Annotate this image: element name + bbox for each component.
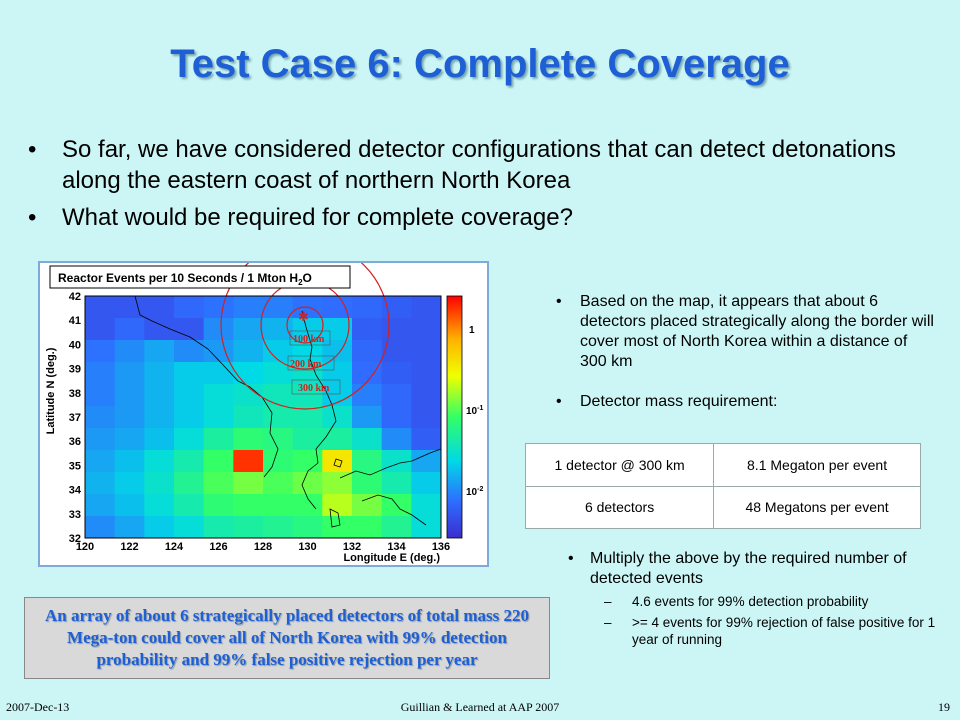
heatmap-cell	[115, 494, 145, 517]
heatmap-cell	[293, 428, 323, 451]
heatmap-cell	[233, 494, 263, 517]
ring-label-200: 200 km	[290, 359, 322, 370]
heatmap-cell	[204, 494, 234, 517]
table-cell: 48 Megatons per event	[714, 486, 921, 529]
heatmap-cell	[352, 494, 382, 517]
heatmap-cell	[411, 450, 441, 473]
heatmap-cell	[174, 516, 204, 539]
heatmap-cell	[411, 362, 441, 385]
heatmap-cell	[115, 472, 145, 495]
heatmap-cell	[204, 472, 234, 495]
heatmap-cell	[85, 384, 115, 407]
heatmap-cell	[144, 472, 174, 495]
heatmap-cell	[352, 516, 382, 539]
main-bullet-list	[24, 134, 904, 239]
heatmap-cell	[352, 450, 382, 473]
heatmap-cell	[85, 340, 115, 363]
heatmap-cell	[263, 450, 293, 473]
slide-title: Test Case 6: Complete Coverage	[170, 42, 790, 86]
sub-bullet-item: – 4.6 events for 99% detection probability	[590, 593, 938, 610]
color-scale-tick: 1	[469, 325, 475, 336]
heatmap-cells	[85, 296, 442, 539]
table-row	[526, 444, 921, 487]
heatmap-cell	[263, 494, 293, 517]
reactor-events-map	[38, 261, 489, 567]
heatmap-cell	[233, 340, 263, 363]
heatmap-cell	[263, 516, 293, 539]
heatmap-cell	[263, 296, 293, 319]
heatmap-cell	[263, 428, 293, 451]
heatmap-cell	[411, 516, 441, 539]
heatmap-cell	[144, 516, 174, 539]
heatmap-cell	[174, 472, 204, 495]
heatmap-cell	[144, 362, 174, 385]
heatmap-cell	[144, 296, 174, 319]
heatmap-cell	[322, 362, 352, 385]
event-count-bullets	[568, 549, 938, 652]
heatmap-cell	[352, 428, 382, 451]
heatmap-cell	[174, 494, 204, 517]
heatmap-cell	[293, 450, 323, 473]
heatmap-cell	[233, 516, 263, 539]
color-scale-bar	[447, 296, 462, 538]
heatmap-cell	[85, 494, 115, 517]
heatmap-cell	[322, 516, 352, 539]
heatmap-cell	[144, 494, 174, 517]
heatmap-cell	[411, 428, 441, 451]
heatmap-cell	[293, 472, 323, 495]
footer-page-number: 19	[938, 700, 950, 714]
bullet-text: Multiply the above by the required number of detected events	[590, 550, 907, 587]
table-cell: 1 detector @ 300 km	[526, 444, 714, 487]
heatmap-cell	[293, 516, 323, 539]
heatmap-cell	[85, 296, 115, 319]
heatmap-cell	[233, 428, 263, 451]
heatmap-cell	[322, 318, 352, 341]
x-tick-label: 128	[253, 541, 273, 553]
heatmap-cell	[263, 384, 293, 407]
heatmap-cell	[85, 428, 115, 451]
color-scale-tick: $10^{-2}$	[466, 486, 484, 498]
heatmap-cell	[144, 428, 174, 451]
heatmap-cell	[352, 472, 382, 495]
heatmap-cell	[352, 384, 382, 407]
heatmap-cell	[382, 362, 412, 385]
heatmap-cell	[174, 406, 204, 429]
bullet-item: • So far, we have considered detector configurations that can detect detonations along the eastern coast of northern North Korea	[24, 134, 904, 196]
heatmap-cell	[322, 340, 352, 363]
y-tick-label: 40	[68, 339, 81, 352]
heatmap-cell	[115, 450, 145, 473]
x-tick-label: 124	[164, 541, 184, 553]
heatmap-cell	[115, 516, 145, 539]
color-scale-tick: $10^{-1}$	[466, 405, 484, 417]
heatmap-cell	[382, 516, 412, 539]
x-tick-label: 126	[209, 541, 228, 553]
heatmap-cell	[382, 318, 412, 341]
heatmap-cell	[85, 362, 115, 385]
y-tick-label: 35	[68, 460, 81, 473]
heatmap-cell	[352, 340, 382, 363]
heatmap-cell	[174, 296, 204, 319]
heatmap-cell	[115, 406, 145, 429]
footer-date: 2007-Dec-13	[6, 700, 70, 714]
y-tick-label: 34	[68, 484, 81, 497]
heatmap-cell	[382, 340, 412, 363]
heatmap-cell	[322, 450, 352, 473]
heatmap-cell	[144, 340, 174, 363]
heatmap-cell	[115, 318, 145, 341]
y-axis-ticks	[69, 291, 82, 545]
x-tick-label: 122	[120, 541, 139, 553]
heatmap-cell	[204, 362, 234, 385]
conclusion-box	[24, 597, 550, 679]
ring-label-100: 100 km	[293, 334, 325, 345]
x-tick-label: 120	[75, 541, 95, 553]
heatmap-cell	[85, 516, 115, 539]
sub-bullet-list	[590, 593, 938, 648]
ring-label-300: 300 km	[298, 383, 330, 394]
heatmap-cell	[85, 472, 115, 495]
heatmap-cell	[233, 472, 263, 495]
heatmap-cell	[85, 406, 115, 429]
heatmap-cell	[411, 318, 441, 341]
heatmap-cell	[233, 450, 263, 473]
heatmap-cell	[382, 384, 412, 407]
heatmap-cell	[144, 384, 174, 407]
heatmap-cell	[115, 362, 145, 385]
bullet-item	[568, 549, 938, 648]
x-tick-label: 136	[431, 541, 451, 553]
heatmap-cell	[174, 362, 204, 385]
y-tick-label: 41	[68, 315, 81, 328]
heatmap-cell	[174, 450, 204, 473]
table-cell: 8.1 Megaton per event	[714, 444, 921, 487]
heatmap-cell	[382, 296, 412, 319]
heatmap-cell	[115, 384, 145, 407]
heatmap-cell	[411, 340, 441, 363]
heatmap-cell	[322, 406, 352, 429]
heatmap-cell	[382, 406, 412, 429]
heatmap-cell	[411, 384, 441, 407]
y-tick-label: 37	[68, 412, 81, 424]
table-cell: 6 detectors	[526, 486, 714, 529]
y-axis-label: Latitude N (deg.)	[45, 347, 57, 435]
heatmap-cell	[204, 516, 234, 539]
sub-bullet-item: – >= 4 events for 99% rejection of false positive for 1 year of running	[590, 614, 938, 648]
heatmap-cell	[411, 472, 441, 495]
heatmap-cell	[382, 428, 412, 451]
analysis-bullet-list	[556, 292, 936, 432]
y-tick-label: 36	[68, 436, 81, 449]
heatmap-cell	[352, 318, 382, 341]
mass-requirement-table	[525, 443, 921, 529]
y-tick-label: 42	[68, 291, 81, 303]
heatmap-cell	[352, 406, 382, 429]
heatmap-cell	[233, 296, 263, 319]
heatmap-cell	[85, 450, 115, 473]
y-tick-label: 38	[68, 387, 81, 400]
x-axis-label: Longitude E (deg.)	[343, 552, 440, 564]
heatmap-cell	[322, 428, 352, 451]
heatmap-cell	[174, 384, 204, 407]
heatmap-cell	[204, 406, 234, 429]
footer-credit: Guillian & Learned at AAP 2007	[400, 700, 560, 714]
heatmap-cell	[233, 318, 263, 341]
heatmap-cell	[174, 318, 204, 341]
heatmap-cell	[204, 450, 234, 473]
heatmap-cell	[174, 428, 204, 451]
y-tick-label: 39	[68, 363, 81, 376]
heatmap-cell	[144, 450, 174, 473]
heatmap-cell	[352, 296, 382, 319]
heatmap-cell	[322, 472, 352, 495]
heatmap-cell	[204, 318, 234, 341]
y-tick-label: 33	[68, 508, 81, 521]
heatmap-cell	[233, 406, 263, 429]
x-tick-label: 134	[387, 541, 406, 553]
heatmap-cell	[293, 494, 323, 517]
heatmap-cell	[144, 406, 174, 429]
plot-title: Reactor Events per 10 Seconds / 1 Mton $H_2O$	[58, 271, 312, 287]
heatmap-cell	[115, 340, 145, 363]
heatmap-cell	[263, 318, 293, 341]
x-tick-label: 132	[342, 541, 362, 553]
table-row	[526, 486, 921, 529]
heatmap-cell	[204, 296, 234, 319]
y-tick-label: 32	[68, 533, 81, 545]
detector-site-marker: ✱	[298, 309, 309, 324]
heatmap-cell	[411, 406, 441, 429]
heatmap-cell	[115, 428, 145, 451]
heatmap-cell	[382, 450, 412, 473]
heatmap-cell	[411, 296, 441, 319]
map-canvas	[40, 263, 489, 567]
heatmap-cell	[204, 340, 234, 363]
conclusion-text: An array of about 6 strategically placed detectors of total mass 220 Mega-ton could cover all of North Korea with 99% detection probability and 99% false positive rejection per year	[45, 606, 529, 669]
heatmap-cell	[204, 428, 234, 451]
x-tick-label: 130	[298, 541, 317, 553]
heatmap-cell	[204, 384, 234, 407]
heatmap-cell	[382, 472, 412, 495]
bullet-item: • Detector mass requirement:	[556, 392, 936, 412]
color-scale-ticks	[466, 325, 483, 498]
heatmap-cell	[263, 406, 293, 429]
bullet-item: • What would be required for complete coverage?	[24, 202, 904, 233]
heatmap-cell	[85, 318, 115, 341]
heatmap-cell	[263, 472, 293, 495]
heatmap-cell	[411, 494, 441, 517]
bullet-item: • Based on the map, it appears that about 6 detectors placed strategically along the border will cover most of North Korea within a distance of 300 km	[556, 292, 936, 372]
